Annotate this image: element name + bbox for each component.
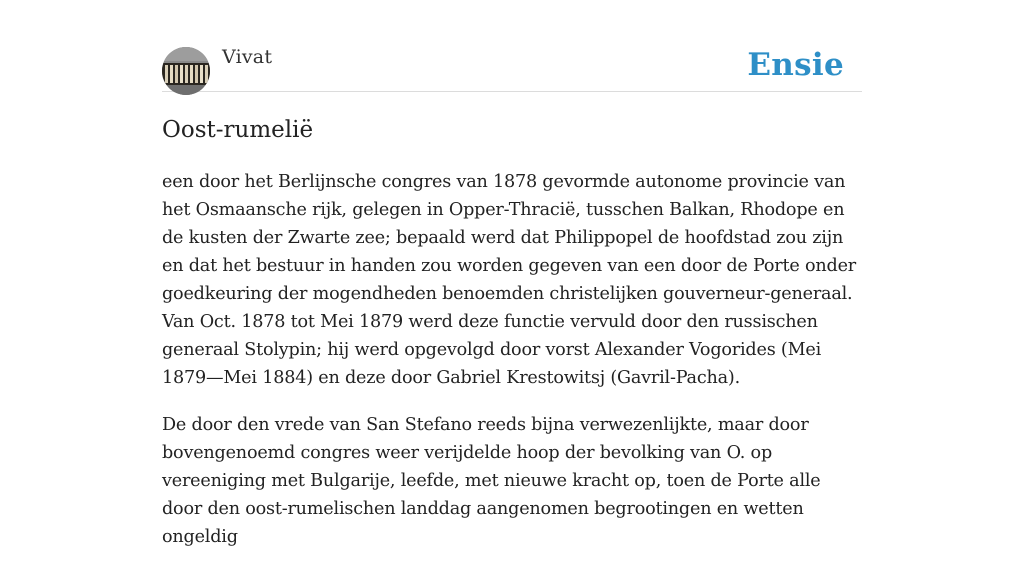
article-title: Oost-rumelië <box>162 117 314 143</box>
article-paragraph: De door den vrede van San Stefano reeds bijna verwezenlijkte, maar door bovengenoemd congres weer verijdelde hoop der bevolking van O. op vereeniging met Bulgarije, leefde, met nieuwe kracht op, toen de Porte alle door den oost-rumelischen landdag aangenomen begrootingen en wetten ongeldig <box>162 415 821 547</box>
article-page <box>162 0 862 547</box>
author-name[interactable]: Vivat <box>222 46 273 68</box>
article-body <box>162 168 862 570</box>
article-paragraph: een door het Berlijnsche congres van 1878 gevormde autonome provincie van het Osmaansche rijk, gelegen in Opper-Thracië, tusschen Balkan, Rhodope en de kusten der Zwarte zee; bepaald werd dat Philippopel de hoofdstad zou zijn en dat het bestuur in handen zou worden gegeven van een door de Porte onder goedkeuring der mogendheden benoemden christelijken gouverneur-generaal. Van Oct. 1878 tot Mei 1879 werd deze functie vervuld door den russischen generaal Stolypin; hij werd opgevolgd door vorst Alexander Vogorides (Mei 1879—Mei 1884) en deze door Gabriel Krestowitsj (Gavril-Pacha). <box>162 172 856 388</box>
site-logo[interactable]: Ensie <box>747 47 844 83</box>
book-spines-icon <box>162 47 210 95</box>
author-avatar[interactable] <box>162 47 210 95</box>
site-header <box>162 0 862 92</box>
